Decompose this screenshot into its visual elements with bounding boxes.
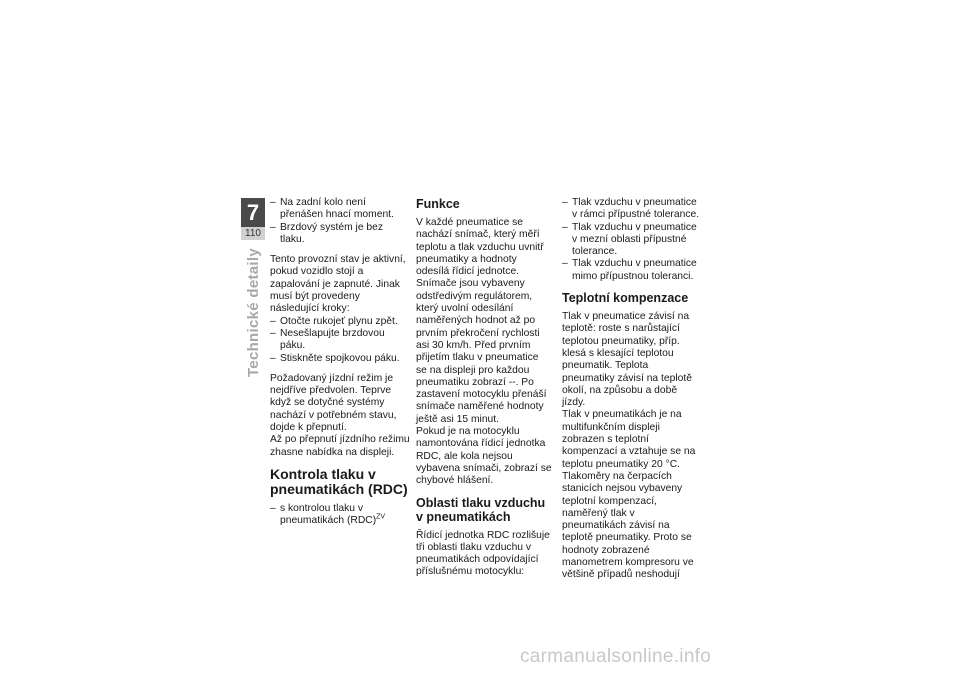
chapter-tab bbox=[241, 198, 265, 240]
list-item-text: s kontrolou tlaku v pneumatikách (RDC) bbox=[280, 502, 377, 527]
list-item: – Nesešlapujte brzdovou páku. bbox=[270, 328, 410, 353]
paragraph: Tlak v pneumatikách je na multifunkčním displeji zobrazen s teplotní kompenzací a vztahuje se na teplotu pneumatiky 20 °C. Tlakoměry na čerpacích stanicích nejsou vybaveny teplotní kompenzací, naměřený tlak v pneumatikách závisí na teplotě pneumatiky. Proto se hodnoty zobrazené manometrem kompresoru ve většině případů neshodují bbox=[562, 409, 696, 581]
paragraph: V každé pneumatice se nachází snímač, který měří teplotu a tlak vzduchu uvnitř pneumatiky a hodnoty odesílá řídicí jednotce. Snímače jsou vybaveny odstředivým regulátorem, který uvolní odesílání naměřených hodnot až po prvním překročení rychlosti asi 30 km/h. Před prvním přijetím tlaku v pneumatice se na displeji pro každou pneumatiku zobrazí --. Po zastavení motocyklu přenáší snímače naměřené hodnoty ještě asi 15 minut. bbox=[416, 217, 547, 425]
paragraph: Tlak v pneumatice závisí na teplotě: roste s narůstající teplotou pneumatiky, příp. klesá s klesající teplotou pneumatik. Teplota pneumatiky závisí na teplotě okolí, na způsobu a době jízdy. bbox=[562, 311, 692, 409]
paragraph: Řídicí jednotka RDC rozlišuje tři oblasti tlaku vzduchu v pneumatikách odpovídající příslušnému motocyklu: bbox=[416, 529, 550, 578]
bullet-list-top bbox=[270, 197, 410, 246]
list-item: – Na zadní kolo není přenášen hnací moment. bbox=[270, 197, 410, 222]
paragraph: Až po přepnutí jízdního režimu zhasne nabídka na displeji. bbox=[270, 434, 410, 458]
column-3 bbox=[562, 197, 700, 590]
chapter-number: 7 bbox=[241, 198, 265, 227]
section-heading: Oblasti tlaku vzduchu v pneumatikách bbox=[416, 495, 546, 524]
list-item: – Tlak vzduchu v pneumatice v rámci přípustné tolerance. bbox=[562, 197, 700, 222]
list-item: – Tlak vzduchu v pneumatice v mezní oblasti přípustné tolerance. bbox=[562, 222, 700, 259]
paragraph: Tento provozní stav je aktivní, pokud vozidlo stojí a zapalování je zapnuté. Jinak musí být provedeny následující kroky: bbox=[270, 254, 406, 315]
section-label-text: Technické detaily bbox=[244, 248, 262, 378]
section-heading: Teplotní kompenzace bbox=[562, 291, 689, 306]
column-2 bbox=[416, 197, 552, 587]
section-label bbox=[241, 248, 265, 388]
steps-list bbox=[270, 316, 410, 365]
list-item: – Stiskněte spojkovou páku. bbox=[270, 353, 410, 365]
page-number: 110 bbox=[241, 227, 265, 240]
paragraph: Požadovaný jízdní režim je nejdříve předvolen. Teprve když se dotyčné systémy nachází v potřebném stavu, dojde k přepnutí. bbox=[270, 372, 397, 434]
list-item bbox=[270, 503, 410, 528]
watermark: carmanualsonline.info bbox=[520, 646, 712, 667]
paragraph: Pokud je na motocyklu namontována řídicí jednotka RDC, ale kola nejsou vybavena snímači, zobrazí se chybové hlášení. bbox=[416, 426, 552, 487]
list-item: – Otočte rukojeť plynu zpět. bbox=[270, 316, 410, 328]
list-item: – Brzdový systém je bez tlaku. bbox=[270, 222, 410, 247]
pressure-zones-list bbox=[562, 197, 700, 283]
column-1 bbox=[270, 197, 410, 528]
section-heading: Funkce bbox=[416, 197, 460, 211]
list-item: – Tlak vzduchu v pneumatice mimo přípustnou toleranci. bbox=[562, 258, 700, 283]
section-heading: Kontrola tlaku v pneumatikách (RDC) bbox=[270, 465, 408, 497]
optional-equipment-mark: ZV bbox=[376, 513, 386, 521]
